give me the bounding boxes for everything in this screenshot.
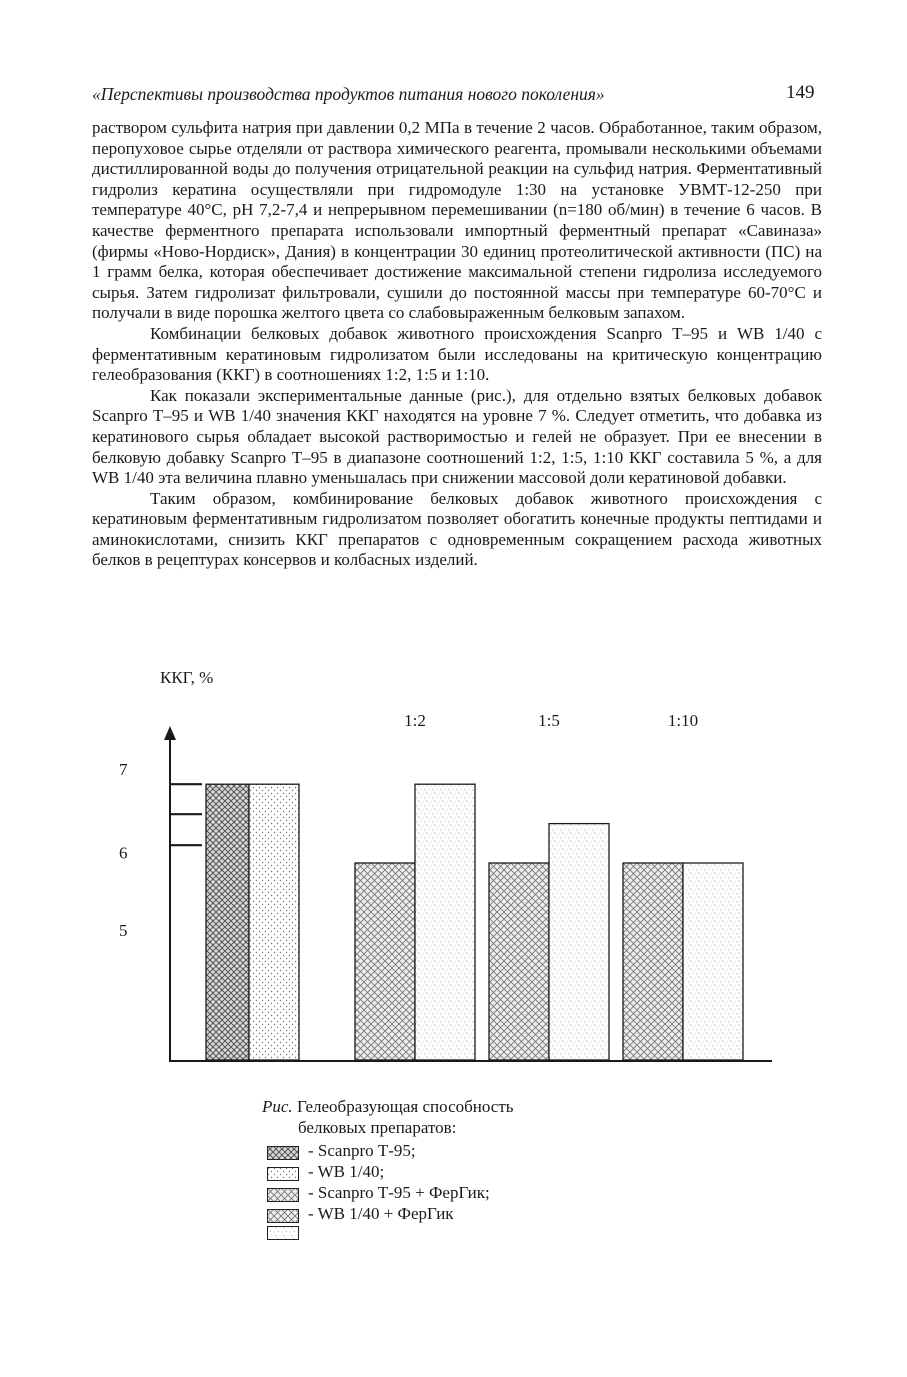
legend-label: - Scanpro Т-95 + ФерГик; [308,1183,490,1202]
bar [489,863,549,1060]
bar [683,863,743,1060]
legend-item [262,1141,662,1162]
bar [206,784,249,1060]
caption-prefix: Рис. [262,1097,293,1116]
group-label: 1:5 [538,711,560,730]
bar-chart [0,660,907,1080]
bar [355,863,415,1060]
y-tick-label: 7 [119,760,128,780]
legend-label: - WB 1/40; [308,1162,385,1181]
group-label: 1:2 [404,711,426,730]
y-axis-label: ККГ, % [160,668,214,687]
y-tick-label: 6 [119,843,128,863]
bars [206,784,743,1060]
legend-label: - Scanpro Т-95; [308,1141,416,1160]
legend-swatch [267,1167,299,1181]
bar [415,784,475,1060]
body-text [92,118,822,571]
running-header: «Перспективы производства продуктов питания нового поколения» [92,84,605,104]
figure-caption [262,1096,682,1138]
paragraph-2: Комбинации белковых добавок животного происхождения Scanpro Т–95 и WB 1/40 с ферментативным кератиновым гидролизатом были исследованы на критическую концентрацию гелеобразования (ККГ) в соотношениях 1:2, 1:5 и 1:10. [92,323,822,385]
paragraph-3: Как показали экспериментальные данные (рис.), для отдельно взятых белковых добавок Scanpro Т–95 и WB 1/40 значения ККГ находятся на уровне 7 %. Следует отметить, что добавка из кератинового сырья обладает высокой растворимостью и гелей не образует. При ее внесении в белковую добавку Scanpro Т–95 в диапазоне соотношений 1:2, 1:5, 1:10 ККГ составила 5 %, а для WB 1/40 эта величина плавно уменьшалась при снижении массовой доли кератиновой добавки. [92,385,822,488]
paragraph-4: Таким образом, комбинирование белковых добавок животного происхождения с кератиновым ферментативным гидролизатом позволяет обогатить конечные продукты пептидами и аминокислотами, снизить ККГ препаратов с одновременным сокращением расхода животных белков в рецептурах консервов и колбасных изделий. [92,488,822,570]
bar [623,863,683,1060]
y-tick-label: 5 [119,921,128,940]
figure-chart [0,660,907,1080]
legend-swatch-extra [267,1226,299,1240]
legend-swatch [267,1188,299,1202]
y-tick-labels [119,760,202,940]
legend-item [262,1204,662,1225]
caption-line-1: Гелеобразующая способность [296,1097,514,1116]
paragraph-1: раствором сульфита натрия при давлении 0,2 МПа в течение 2 часов. Обработанное, таким образом, перопуховое сырье отделяли от раствора химического реагента, промывали несколькими объемами дистиллированной воды до получения отрицательной реакции на сульфид натрия. Ферментативный гидролиз кератина осуществляли при гидромодуле 1:30 на установке УВМТ-12-250 при температуре 40°С, рН 7,2-7,4 и непрерывном перемешивании (n=180 об/мин) в течение 6 часов. В качестве ферментного препарата использовали импортный ферментный препарат «Савиназа» (фирмы «Ново-Нордиск», Дания) в концентрации 30 единиц протеолитической активности (ПС) на 1 грамм белка, которая обеспечивает достижение максимальной степени гидролиза исследуемого сырья. Затем гидролизат фильтровали, сушили до постоянной массы при температуре 60-70°С и получали в виде порошка желтого цвета со слабовыраженным белковым запахом. [92,118,822,323]
legend-item [262,1162,662,1183]
legend-swatch [267,1146,299,1160]
bar [249,784,299,1060]
legend [262,1141,662,1225]
group-label: 1:10 [667,711,699,730]
legend-item [262,1183,662,1204]
group-labels [404,711,698,730]
page-number: 149 [786,82,815,103]
legend-swatch [267,1209,299,1223]
y-axis-arrow [164,726,176,740]
caption-line-2: белковых препаратов: [298,1118,457,1137]
legend-label: - WB 1/40 + ФерГик [308,1204,454,1223]
bar [549,824,609,1060]
